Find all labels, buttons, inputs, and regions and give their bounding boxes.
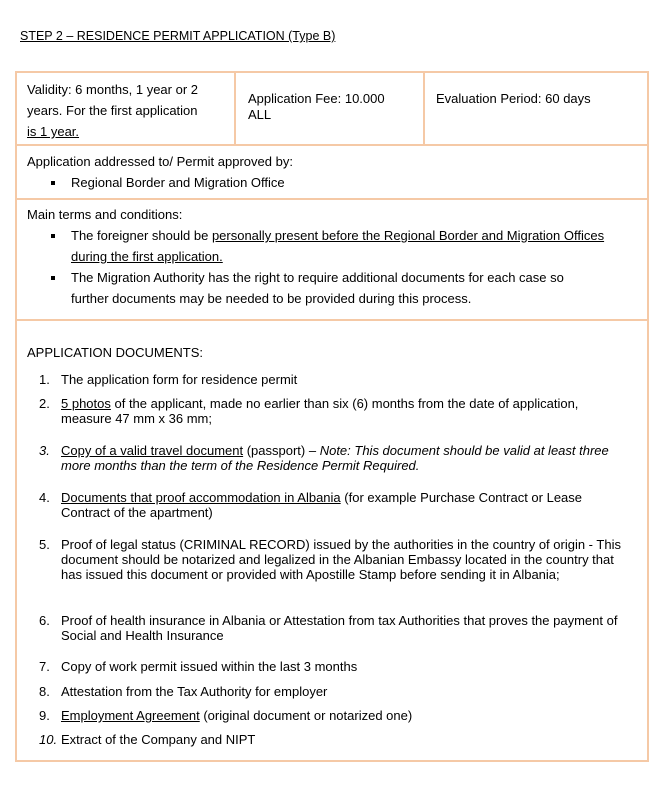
page-title: STEP 2 – RESIDENCE PERMIT APPLICATION (Type B): [20, 29, 336, 43]
terms-row: [17, 200, 647, 321]
document-item-7: 7. Copy of work permit issued within the last 3 months: [39, 659, 358, 674]
fee-line-2: ALL: [248, 107, 272, 122]
bullet-icon: [51, 181, 55, 185]
summary-row: [17, 73, 647, 146]
addressed-row: [17, 146, 647, 200]
addressed-heading: Application addressed to/ Permit approved by:: [27, 154, 293, 169]
list-item: The Migration Authority has the right to require additional documents for each case so further documents may be needed to be provided during this process.: [27, 267, 637, 309]
document-item-2: 2. 5 photos of the applicant, made no earlier than six (6) months from the date of application, measure 47 mm x 36 mm;: [39, 396, 579, 426]
permit-info-table: [15, 71, 649, 762]
evaluation-period: Evaluation Period: 60 days: [436, 91, 591, 106]
fee-cell: [236, 73, 425, 144]
documents-row: [17, 321, 647, 760]
list-item: The foreigner should be personally present before the Regional Border and Migration Offices during the first application.: [27, 225, 637, 267]
validity-cell: [17, 73, 236, 144]
document-item-4: 4. Documents that proof accommodation in Albania (for example Purchase Contract or Lease Contract of the apartment): [39, 490, 583, 520]
validity-line-2: years. For the first application: [27, 103, 198, 118]
documents-heading: APPLICATION DOCUMENTS:: [27, 345, 204, 360]
bullet-icon: [51, 276, 55, 280]
validity-line-3: is 1 year.: [27, 124, 80, 139]
document-item-6: 6. Proof of health insurance in Albania or Attestation from tax Authorities that proves the payment of Social and Health Insurance: [39, 613, 618, 643]
fee-line-1: Application Fee: 10.000: [248, 91, 385, 106]
document-item-3: 3. Copy of a valid travel document (passport) – Note: This document should be valid at least three more months than the term of the Residence Permit Required.: [39, 443, 609, 473]
document-item-8: 8. Attestation from the Tax Authority for employer: [39, 684, 328, 699]
document-item-5: 5. Proof of legal status (CRIMINAL RECORD) issued by the authorities in the country of origin - This document should be notarized and legalized in the Albanian Embassy located in the country that has issued this document or provided with Apostille Stamp before sending it in Albania;: [39, 537, 621, 582]
terms-heading: Main terms and conditions:: [27, 207, 183, 222]
validity-line-1: Validity: 6 months, 1 year or 2: [27, 82, 199, 97]
list-item: Regional Border and Migration Office: [27, 172, 637, 193]
bullet-icon: [51, 234, 55, 238]
evaluation-cell: [425, 73, 647, 144]
document-item-1: 1. The application form for residence permit: [39, 372, 298, 387]
document-item-10: 10. Extract of the Company and NIPT: [39, 732, 256, 747]
document-item-9: 9. Employment Agreement (original document or notarized one): [39, 708, 413, 723]
